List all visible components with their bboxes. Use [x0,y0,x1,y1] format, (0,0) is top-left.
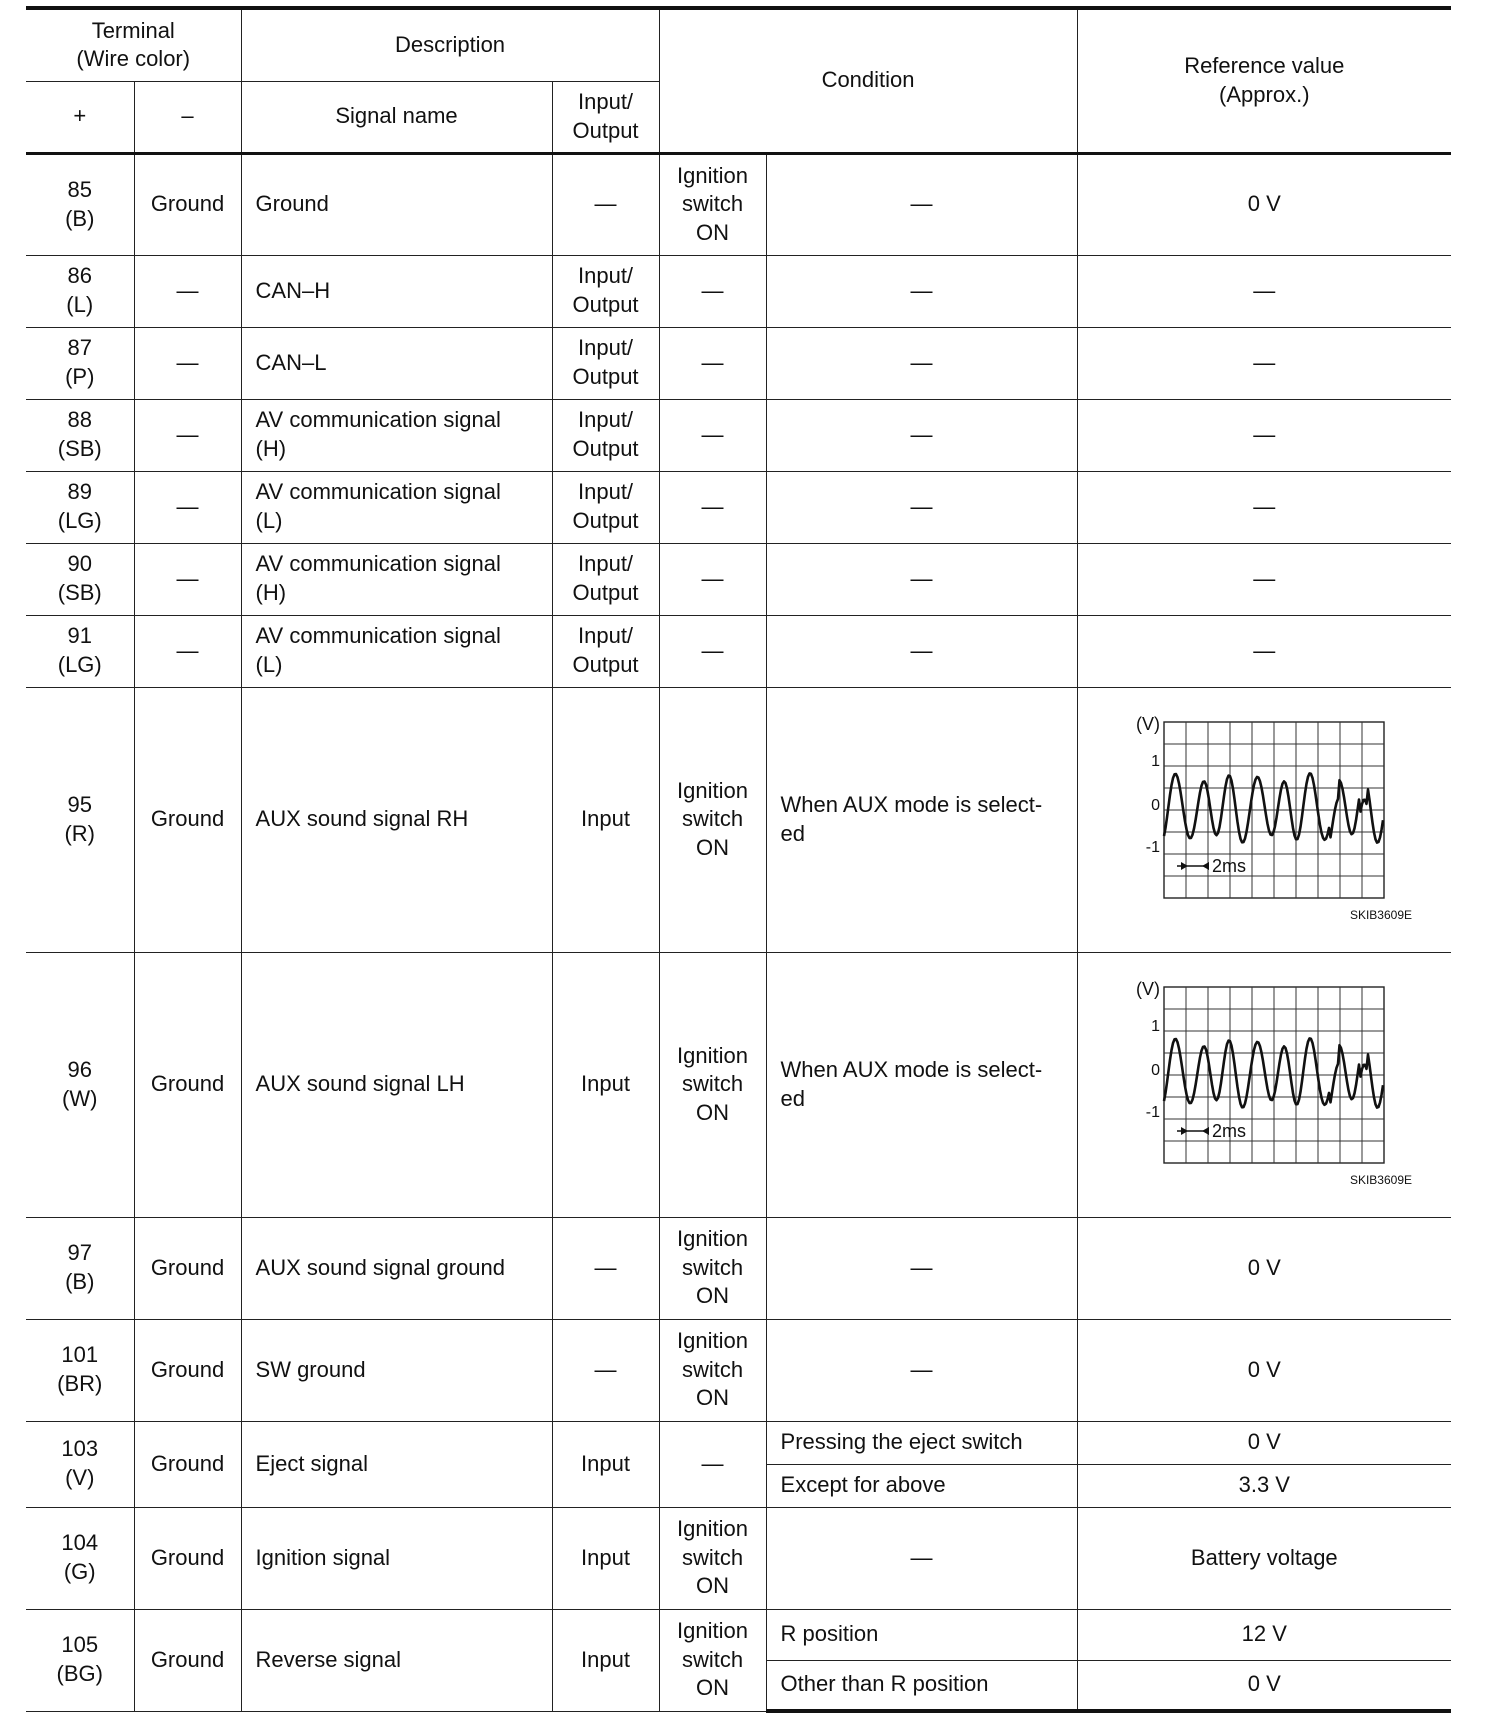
input-output: — [552,1319,659,1421]
condition-detail: — [766,399,1077,471]
condition-state: Ignition switch ON [659,687,766,952]
header-signal-name: Signal name [241,81,552,153]
reference-value: 0 V [1077,1660,1451,1711]
condition-detail: — [766,471,1077,543]
condition-detail: Other than R position [766,1660,1077,1711]
terminal-plus: 103 (V) [26,1421,134,1507]
terminal-minus: Ground [134,1421,241,1507]
terminal-plus: 105 (BG) [26,1609,134,1711]
terminal-minus: — [134,399,241,471]
condition-detail: — [766,1217,1077,1319]
header-input-output: Input/ Output [552,81,659,153]
terminal-minus: Ground [134,153,241,255]
table-row [26,687,1451,952]
wave-y-bot: -1 [1146,839,1161,856]
terminal-plus: 89 (LG) [26,471,134,543]
waveform-graph [1114,977,1414,1192]
table-row [26,1609,1451,1660]
condition-state: Ignition switch ON [659,1319,766,1421]
condition-detail: — [766,255,1077,327]
condition-state: Ignition switch ON [659,1217,766,1319]
table-row [26,1319,1451,1421]
reference-value: — [1077,255,1451,327]
condition-detail: — [766,327,1077,399]
table-row [26,615,1451,687]
input-output: Input/ Output [552,471,659,543]
table-row [26,1421,1451,1464]
terminal-spec-table [26,6,1451,1713]
condition-detail: — [766,1507,1077,1609]
terminal-plus: 95 (R) [26,687,134,952]
wave-y-mid: 0 [1151,797,1161,814]
terminal-plus: 96 (W) [26,952,134,1217]
terminal-plus: 88 (SB) [26,399,134,471]
terminal-minus: — [134,543,241,615]
terminal-minus: Ground [134,1217,241,1319]
condition-detail: When AUX mode is select- ed [766,952,1077,1217]
input-output: Input [552,1609,659,1711]
signal-name: AUX sound signal ground [241,1217,552,1319]
reference-value: — [1077,615,1451,687]
signal-name: Eject signal [241,1421,552,1507]
condition-state: Ignition switch ON [659,1609,766,1711]
table-row [26,543,1451,615]
condition-state: Ignition switch ON [659,153,766,255]
table-row [26,399,1451,471]
signal-name: AV communication signal (H) [241,543,552,615]
figure-code: SKIB3609E [1350,1173,1413,1187]
reference-value: — [1077,471,1451,543]
condition-detail: — [766,615,1077,687]
condition-state: — [659,399,766,471]
wave-y-bot: -1 [1146,1104,1161,1121]
wave-time: 2ms [1212,856,1247,876]
table-row [26,327,1451,399]
signal-name: Ground [241,153,552,255]
reference-value: — [1077,399,1451,471]
terminal-plus: 85 (B) [26,153,134,255]
input-output: Input/ Output [552,327,659,399]
input-output: Input/ Output [552,399,659,471]
signal-name: AUX sound signal LH [241,952,552,1217]
terminal-minus: Ground [134,687,241,952]
reference-value: Battery voltage [1077,1507,1451,1609]
condition-state: — [659,255,766,327]
signal-name: Ignition signal [241,1507,552,1609]
waveform-graph [1114,712,1414,927]
terminal-minus: — [134,255,241,327]
table-row [26,1217,1451,1319]
condition-state: — [659,1421,766,1507]
condition-detail: When AUX mode is select- ed [766,687,1077,952]
wave-time: 2ms [1212,1121,1247,1141]
header-reference-value: Reference value (Approx.) [1077,8,1451,153]
reference-value: 0 V [1077,153,1451,255]
signal-name: Reverse signal [241,1609,552,1711]
header-condition: Condition [659,8,1077,153]
condition-detail: — [766,1319,1077,1421]
condition-state: — [659,471,766,543]
terminal-minus: — [134,327,241,399]
signal-name: SW ground [241,1319,552,1421]
terminal-minus: Ground [134,952,241,1217]
condition-detail: R position [766,1609,1077,1660]
signal-name: CAN–L [241,327,552,399]
condition-state: Ignition switch ON [659,952,766,1217]
input-output: Input/ Output [552,615,659,687]
reference-value: 0 V [1077,1421,1451,1464]
terminal-minus: — [134,471,241,543]
terminal-minus: Ground [134,1319,241,1421]
reference-value: 3.3 V [1077,1464,1451,1507]
wave-y-top: 1 [1151,1018,1161,1035]
header-plus: + [26,81,134,153]
terminal-minus: — [134,615,241,687]
table-row [26,255,1451,327]
condition-detail: — [766,153,1077,255]
table-row [26,471,1451,543]
condition-state: — [659,327,766,399]
figure-code: SKIB3609E [1350,908,1413,922]
terminal-plus: 97 (B) [26,1217,134,1319]
condition-detail: — [766,543,1077,615]
terminal-plus: 86 (L) [26,255,134,327]
input-output: Input [552,1421,659,1507]
reference-value: — [1077,327,1451,399]
reference-waveform [1077,952,1451,1217]
input-output: Input/ Output [552,543,659,615]
signal-name: CAN–H [241,255,552,327]
terminal-minus: Ground [134,1507,241,1609]
condition-state: — [659,543,766,615]
condition-state: Ignition switch ON [659,1507,766,1609]
input-output: Input [552,687,659,952]
header-terminal: Terminal (Wire color) [26,8,241,81]
header-description: Description [241,8,659,81]
reference-value: 0 V [1077,1319,1451,1421]
reference-waveform [1077,687,1451,952]
header-minus: – [134,81,241,153]
wave-y-top: 1 [1151,753,1161,770]
table-row [26,153,1451,255]
table-row [26,1507,1451,1609]
terminal-plus: 104 (G) [26,1507,134,1609]
wave-unit: (V) [1136,979,1161,999]
reference-value: 12 V [1077,1609,1451,1660]
terminal-plus: 90 (SB) [26,543,134,615]
signal-name: AV communication signal (L) [241,615,552,687]
input-output: — [552,153,659,255]
condition-detail: Except for above [766,1464,1077,1507]
input-output: Input [552,1507,659,1609]
signal-name: AV communication signal (H) [241,399,552,471]
signal-name: AUX sound signal RH [241,687,552,952]
terminal-plus: 91 (LG) [26,615,134,687]
reference-value: — [1077,543,1451,615]
signal-name: AV communication signal (L) [241,471,552,543]
wave-unit: (V) [1136,714,1161,734]
input-output: Input/ Output [552,255,659,327]
table-row [26,952,1451,1217]
wave-y-mid: 0 [1151,1062,1161,1079]
terminal-plus: 101 (BR) [26,1319,134,1421]
reference-value: 0 V [1077,1217,1451,1319]
terminal-plus: 87 (P) [26,327,134,399]
input-output: — [552,1217,659,1319]
condition-state: — [659,615,766,687]
terminal-minus: Ground [134,1609,241,1711]
table-body [26,153,1451,1711]
input-output: Input [552,952,659,1217]
condition-detail: Pressing the eject switch [766,1421,1077,1464]
